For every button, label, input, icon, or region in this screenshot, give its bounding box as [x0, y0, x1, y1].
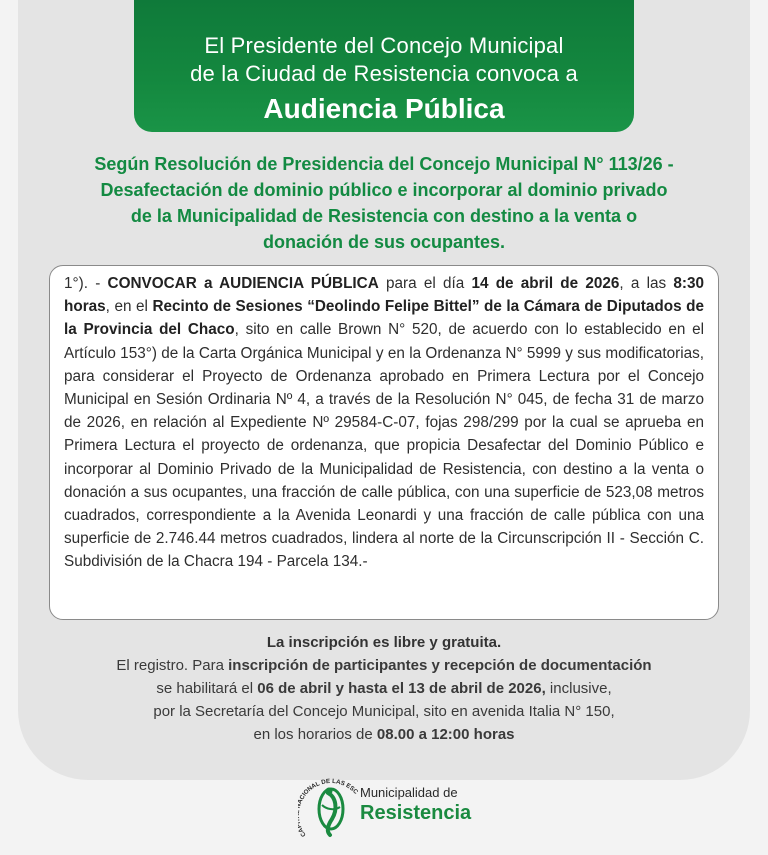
resolution-subtitle	[40, 151, 728, 255]
body-text-1: 1°). -	[64, 275, 108, 292]
body-bold-date: 14 de abril de 2026	[471, 275, 620, 292]
body-text-3: , a las	[619, 275, 674, 292]
body-text-2: para el día	[378, 275, 472, 292]
logo-arc-text: C CIONAL DE LAS ESC	[298, 777, 360, 838]
header-line-1: El Presidente del Concejo Municipal	[204, 33, 564, 58]
subtitle-line-1: Según Resolución de Presidencia del Concejo Municipal N° 113/26 -	[94, 154, 674, 174]
body-bold-venue: Recinto de Sesiones “Deolindo Felipe Bittel” de la Cámara de Diputados de la Provincia del Chaco	[64, 298, 704, 339]
info-row-2	[40, 677, 728, 700]
logo-text	[360, 785, 471, 825]
header-title: Audiencia Pública	[263, 93, 505, 124]
info-row-3: por la Secretaría del Concejo Municipal, sito en avenida Italia N° 150,	[153, 703, 615, 720]
info-row-2-tail: inclusive,	[545, 680, 612, 697]
registration-info	[40, 631, 728, 746]
info-free-registration: La inscripción es libre y gratuita.	[266, 634, 502, 651]
info-row-1	[40, 654, 728, 677]
info-row-4	[40, 723, 728, 746]
municipality-emblem-icon	[298, 765, 362, 850]
logo-line-2: Resistencia	[360, 802, 472, 824]
info-row-2-text: se habilitará el	[156, 680, 258, 697]
body-bold-convocar: CONVOCAR a AUDIENCIA PÚBLICA	[107, 275, 379, 292]
info-row-4-bold: 08.00 a 12:00 horas	[376, 726, 515, 743]
info-row-4-text: en los horarios de	[253, 726, 377, 743]
municipality-logo	[298, 765, 498, 850]
body-bold-time: 8:30 horas	[64, 275, 705, 316]
subtitle-line-3: de la Municipalidad de Resistencia con destino a la venta o	[130, 206, 638, 226]
subtitle-line-4: donación de sus ocupantes.	[262, 232, 506, 252]
logo-line-1: Municipalidad de	[360, 785, 458, 800]
body-text-5: , sito en calle Brown N° 520, de acuerdo con lo establecido en el Artículo 153°) de la Carta Orgánica Municipal y en la Ordenanza N° 5999 y sus modificatorias, para considerar el Proyecto de Ordenanza aprobado en Primera Lectura por el Concejo Municipal en Sesión Ordinaria Nº 4, a través de la Resolución N° 045, de fecha 31 de marzo de 2026, en relación al Expediente Nº 29584-C-07, fojas 298/299 por la cual se aprueba en Primera Lectura el proyecto de ordenanza, que propicia Desafectar del Dominio Público e incorporar al Dominio Privado de la Municipalidad de Resistencia, con destino a la venta o donación a sus ocupantes, una fracción de calle pública, con una superficie de 523,08 metros cuadrados, correspondiente a la Avenida Leonardi y una fracción de calle pública con una superficie de 2.746.44 metros cuadrados, lindera al norte de la Circunscripción II - Sección C. Subdivisión de la Chacra 194 - Parcela 134.-	[64, 321, 704, 571]
info-row-1-text: El registro. Para	[116, 657, 229, 674]
info-row-1-bold: inscripción de participantes y recepción de documentación	[228, 657, 652, 674]
header-banner	[134, 0, 634, 132]
header-line-2: de la Ciudad de Resistencia convoca a	[190, 61, 578, 86]
subtitle-line-2: Desafectación de dominio público e incorporar al dominio privado	[100, 180, 668, 200]
body-text-4: , en el	[105, 298, 153, 316]
info-row-2-bold: 06 de abril y hasta el 13 de abril de 2026,	[257, 680, 546, 697]
convocation-text-box	[49, 265, 719, 620]
